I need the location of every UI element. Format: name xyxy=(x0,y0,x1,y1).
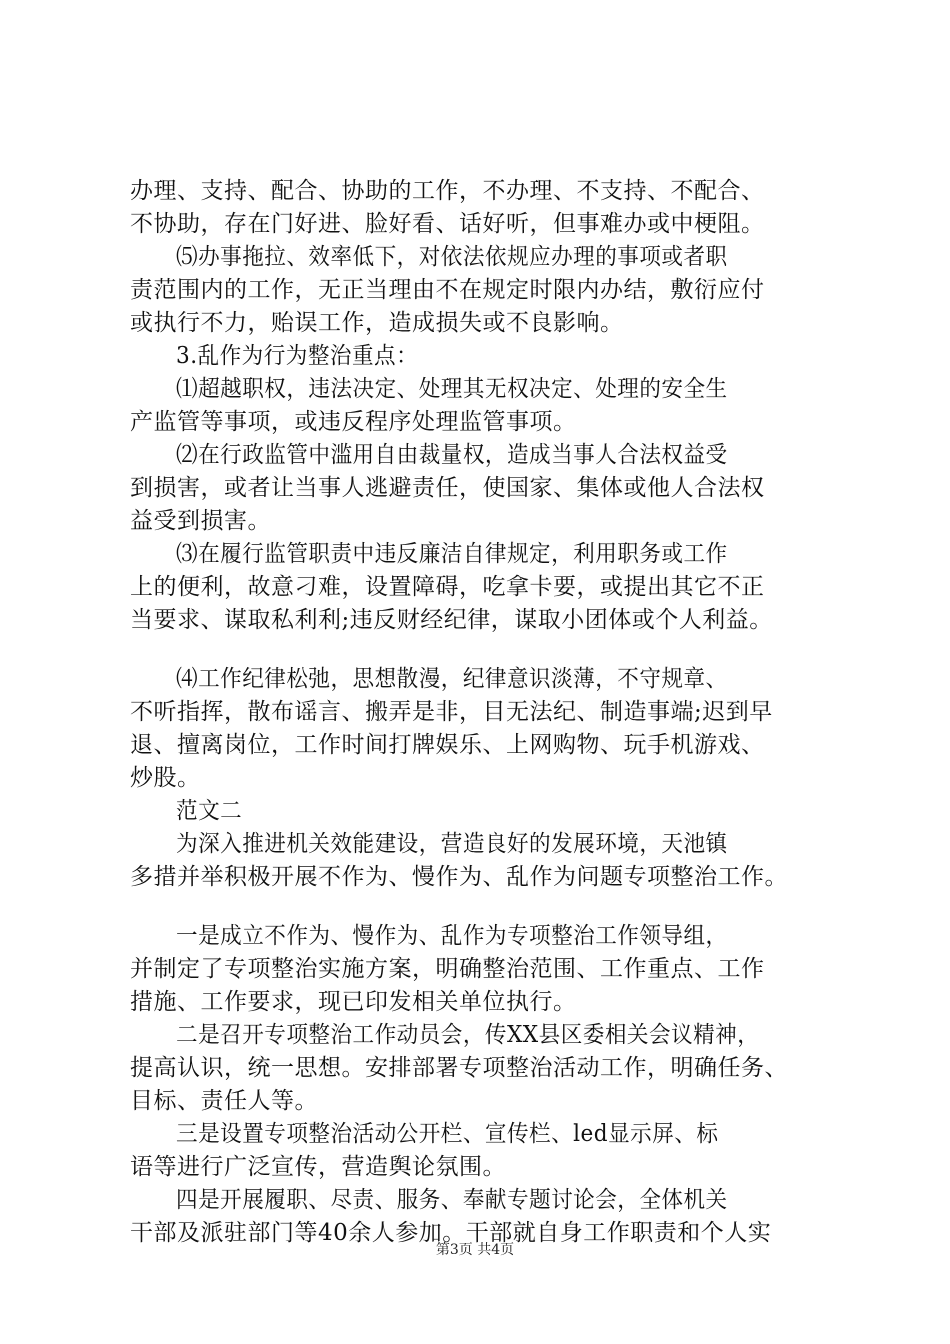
text-line: 3.乱作为行为整治重点： xyxy=(176,343,419,369)
text-line: 到损害，或者让当事人逃避责任，使国家、集体或他人合法权 xyxy=(130,475,765,501)
text-line: 炒股。 xyxy=(130,765,201,791)
text-line: 三是设置专项整治活动公开栏、宣传栏、led显示屏、标 xyxy=(176,1121,719,1147)
text-line: ⑸办事拖拉、效率低下，对依法依规应办理的事项或者职 xyxy=(176,244,728,270)
text-line: 提高认识，统一思想。安排部署专项整治活动工作，明确任务、 xyxy=(130,1055,788,1081)
text-line: 办理、支持、配合、协助的工作，不办理、不支持、不配合、 xyxy=(130,178,765,204)
text-line: 干部及派驻部门等40余人参加。干部就自身工作职责和个人实 xyxy=(130,1220,772,1246)
text-line: 目标、责任人等。 xyxy=(130,1088,318,1114)
text-line: 四是开展履职、尽责、服务、奉献专题讨论会，全体机关 xyxy=(176,1187,728,1213)
text-line: 当要求、谋取私利利;违反财经纪律，谋取小团体或个人利益。 xyxy=(130,607,773,633)
text-line: 退、擅离岗位，工作时间打牌娱乐、上网购物、玩手机游戏、 xyxy=(130,732,765,758)
text-line: 不协助，存在门好进、脸好看、话好听，但事难办或中梗阻。 xyxy=(130,211,765,237)
text-line: ⑶在履行监管职责中违反廉洁自律规定，利用职务或工作 xyxy=(176,541,728,567)
text-line: 一是成立不作为、慢作为、乱作为专项整治工作领导组， xyxy=(176,923,728,949)
text-line: ⑷工作纪律松弛，思想散漫，纪律意识淡薄，不守规章、 xyxy=(176,666,728,692)
text-line: 产监管等事项，或违反程序处理监管事项。 xyxy=(130,409,577,435)
text-line: 上的便利，故意刁难，设置障碍，吃拿卡要，或提出其它不正 xyxy=(130,574,765,600)
text-line: 语等进行广泛宣传，营造舆论氛围。 xyxy=(130,1154,506,1180)
text-line: 并制定了专项整治实施方案，明确整治范围、工作重点、工作 xyxy=(130,956,765,982)
text-line: 为深入推进机关效能建设，营造良好的发展环境，天池镇 xyxy=(176,831,728,857)
text-line: 不听指挥，散布谣言、搬弄是非，目无法纪、制造事端;迟到早 xyxy=(130,699,773,725)
text-line: 责范围内的工作，无正当理由不在规定时限内办结，敷衍应付 xyxy=(130,277,765,303)
text-line: ⑵在行政监管中滥用自由裁量权，造成当事人合法权益受 xyxy=(176,442,728,468)
section-heading: 范文二 xyxy=(176,798,243,824)
text-line: 或执行不力，贻误工作，造成损失或不良影响。 xyxy=(130,310,624,336)
text-line: 多措并举积极开展不作为、慢作为、乱作为问题专项整治工作。 xyxy=(130,864,788,890)
page-footer: 第3页 共4页 xyxy=(435,1242,515,1258)
text-line: 益受到损害。 xyxy=(130,508,271,534)
text-line: 二是召开专项整治工作动员会，传XX县区委相关会议精神， xyxy=(176,1022,760,1048)
text-line: ⑴超越职权，违法决定、处理其无权决定、处理的安全生 xyxy=(176,376,728,402)
text-line: 措施、工作要求，现已印发相关单位执行。 xyxy=(130,989,577,1015)
